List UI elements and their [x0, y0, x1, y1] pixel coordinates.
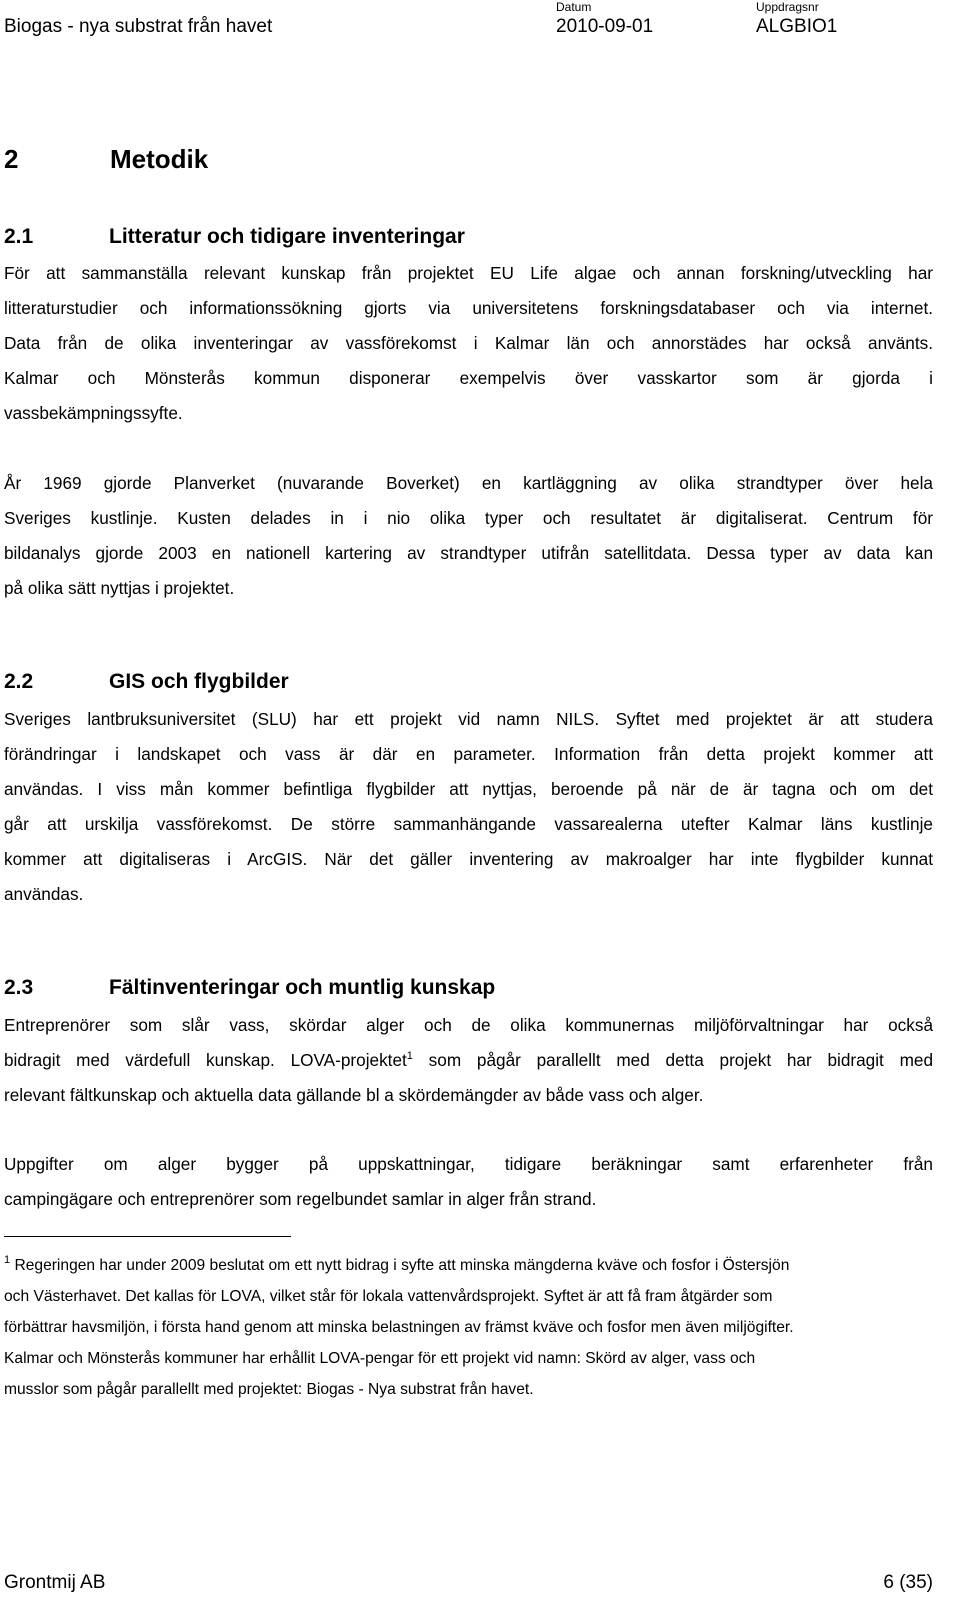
text-line: litteraturstudier och informationssökning gjorts via universitetens forskningsdatabaser och via internet.	[4, 298, 933, 318]
text-line	[4, 1043, 933, 1078]
paragraph	[4, 1008, 933, 1113]
section-number: 2.3	[4, 976, 34, 999]
chapter-number: 2	[4, 144, 19, 174]
text-line: relevant fältkunskap och aktuella data gällande bl a skördemängder av både vass och alger.	[4, 1085, 704, 1105]
footnote-marker: 1	[4, 1254, 11, 1266]
footnote-line: Kalmar och Mönsterås kommuner har erhållit LOVA-pengar för ett projekt vid namn: Skörd av alger, vass och	[4, 1350, 756, 1367]
text-line: För att sammanställa relevant kunskap från projektet EU Life algae och annan forskning/utveckling har	[4, 263, 933, 283]
text-segment: bidragit med värdefull kunskap. LOVA-projektet	[4, 1050, 407, 1070]
paragraph	[4, 1147, 933, 1217]
paragraph	[4, 256, 933, 431]
section-title: Litteratur och tidigare inventeringar	[109, 225, 465, 248]
section-number: 2.1	[4, 225, 34, 248]
footnote-reference[interactable]: 1	[406, 1050, 413, 1062]
section-title: GIS och flygbilder	[109, 670, 289, 693]
footnote-line: musslor som pågår parallellt med projektet: Biogas - Nya substrat från havet.	[4, 1381, 534, 1398]
section-heading	[4, 225, 465, 249]
date-label: Datum	[556, 0, 592, 14]
text-line: År 1969 gjorde Planverket (nuvarande Boverket) en kartläggning av olika strandtyper över hela	[4, 473, 933, 493]
text-line: Sveriges kustlinje. Kusten delades in i nio olika typer och resultatet är digitaliserat. Centrum för	[4, 508, 933, 528]
text-line: kommer att digitaliseras i ArcGIS. När det gäller inventering av makroalger har inte flygbilder kunnat	[4, 849, 933, 869]
company-name: Grontmij AB	[4, 1572, 106, 1593]
paragraph	[4, 466, 933, 606]
paragraph	[4, 702, 933, 912]
text-line: går att urskilja vassförekomst. De större sammanhängande vassarealerna utefter Kalmar läns kustlinje	[4, 814, 933, 834]
section-heading	[4, 976, 495, 1000]
footnote-line	[4, 1250, 933, 1281]
text-line: Uppgifter om alger bygger på uppskattningar, tidigare beräkningar samt erfarenheter från	[4, 1154, 933, 1174]
text-line: Kalmar och Mönsterås kommun disponerar exempelvis över vasskartor som är gjorda i	[4, 368, 933, 388]
footnote-line: förbättrar havsmiljön, i första hand genom att minska belastningen av främst kväve och fosfor men även miljögifter.	[4, 1319, 794, 1336]
date-value: 2010-09-01	[556, 16, 654, 37]
assignment-label: Uppdragsnr	[756, 0, 819, 14]
text-line: användas. I viss mån kommer befintliga flygbilder att nyttjas, beroende på när de är tagna och om det	[4, 779, 933, 799]
document-title: Biogas - nya substrat från havet	[4, 16, 273, 37]
text-line: Sveriges lantbruksuniversitet (SLU) har ett projekt vid namn NILS. Syftet med projektet är att studera	[4, 709, 933, 729]
chapter-heading	[4, 144, 208, 175]
text-line: campingägare och entreprenörer som regelbundet samlar in alger från strand.	[4, 1189, 597, 1209]
text-line: användas.	[4, 884, 84, 904]
text-segment: som pågår parallellt med detta projekt har bidragit med	[412, 1050, 934, 1070]
section-title: Fältinventeringar och muntlig kunskap	[109, 976, 496, 999]
text-line: på olika sätt nyttjas i projektet.	[4, 578, 235, 598]
footnote-line: och Västerhavet. Det kallas för LOVA, vilket står för lokala vattenvårdsprojekt. Syftet är att få fram åtgärder som	[4, 1288, 773, 1305]
text-line: bildanalys gjorde 2003 en nationell kartering av strandtyper utifrån satellitdata. Dessa typer av data kan	[4, 543, 933, 563]
chapter-title: Metodik	[110, 144, 209, 174]
footnote-separator	[4, 1236, 291, 1237]
footnote	[4, 1250, 933, 1405]
text-line: förändringar i landskapet och vass är där en parameter. Information från detta projekt kommer att	[4, 744, 933, 764]
page-number: 6 (35)	[883, 1572, 933, 1593]
section-number: 2.2	[4, 670, 34, 693]
text-line: Data från de olika inventeringar av vassförekomst i Kalmar län och annorstädes har också använts.	[4, 333, 933, 353]
text-line: Entreprenörer som slår vass, skördar alger och de olika kommunernas miljöförvaltningar har också	[4, 1015, 933, 1035]
assignment-value: ALGBIO1	[756, 16, 838, 37]
text-line: vassbekämpningssyfte.	[4, 403, 183, 423]
text-segment: Regeringen har under 2009 beslutat om ett nytt bidrag i syfte att minska mängderna kväve och fosfor i Östersjön	[10, 1257, 790, 1274]
section-heading	[4, 670, 289, 694]
